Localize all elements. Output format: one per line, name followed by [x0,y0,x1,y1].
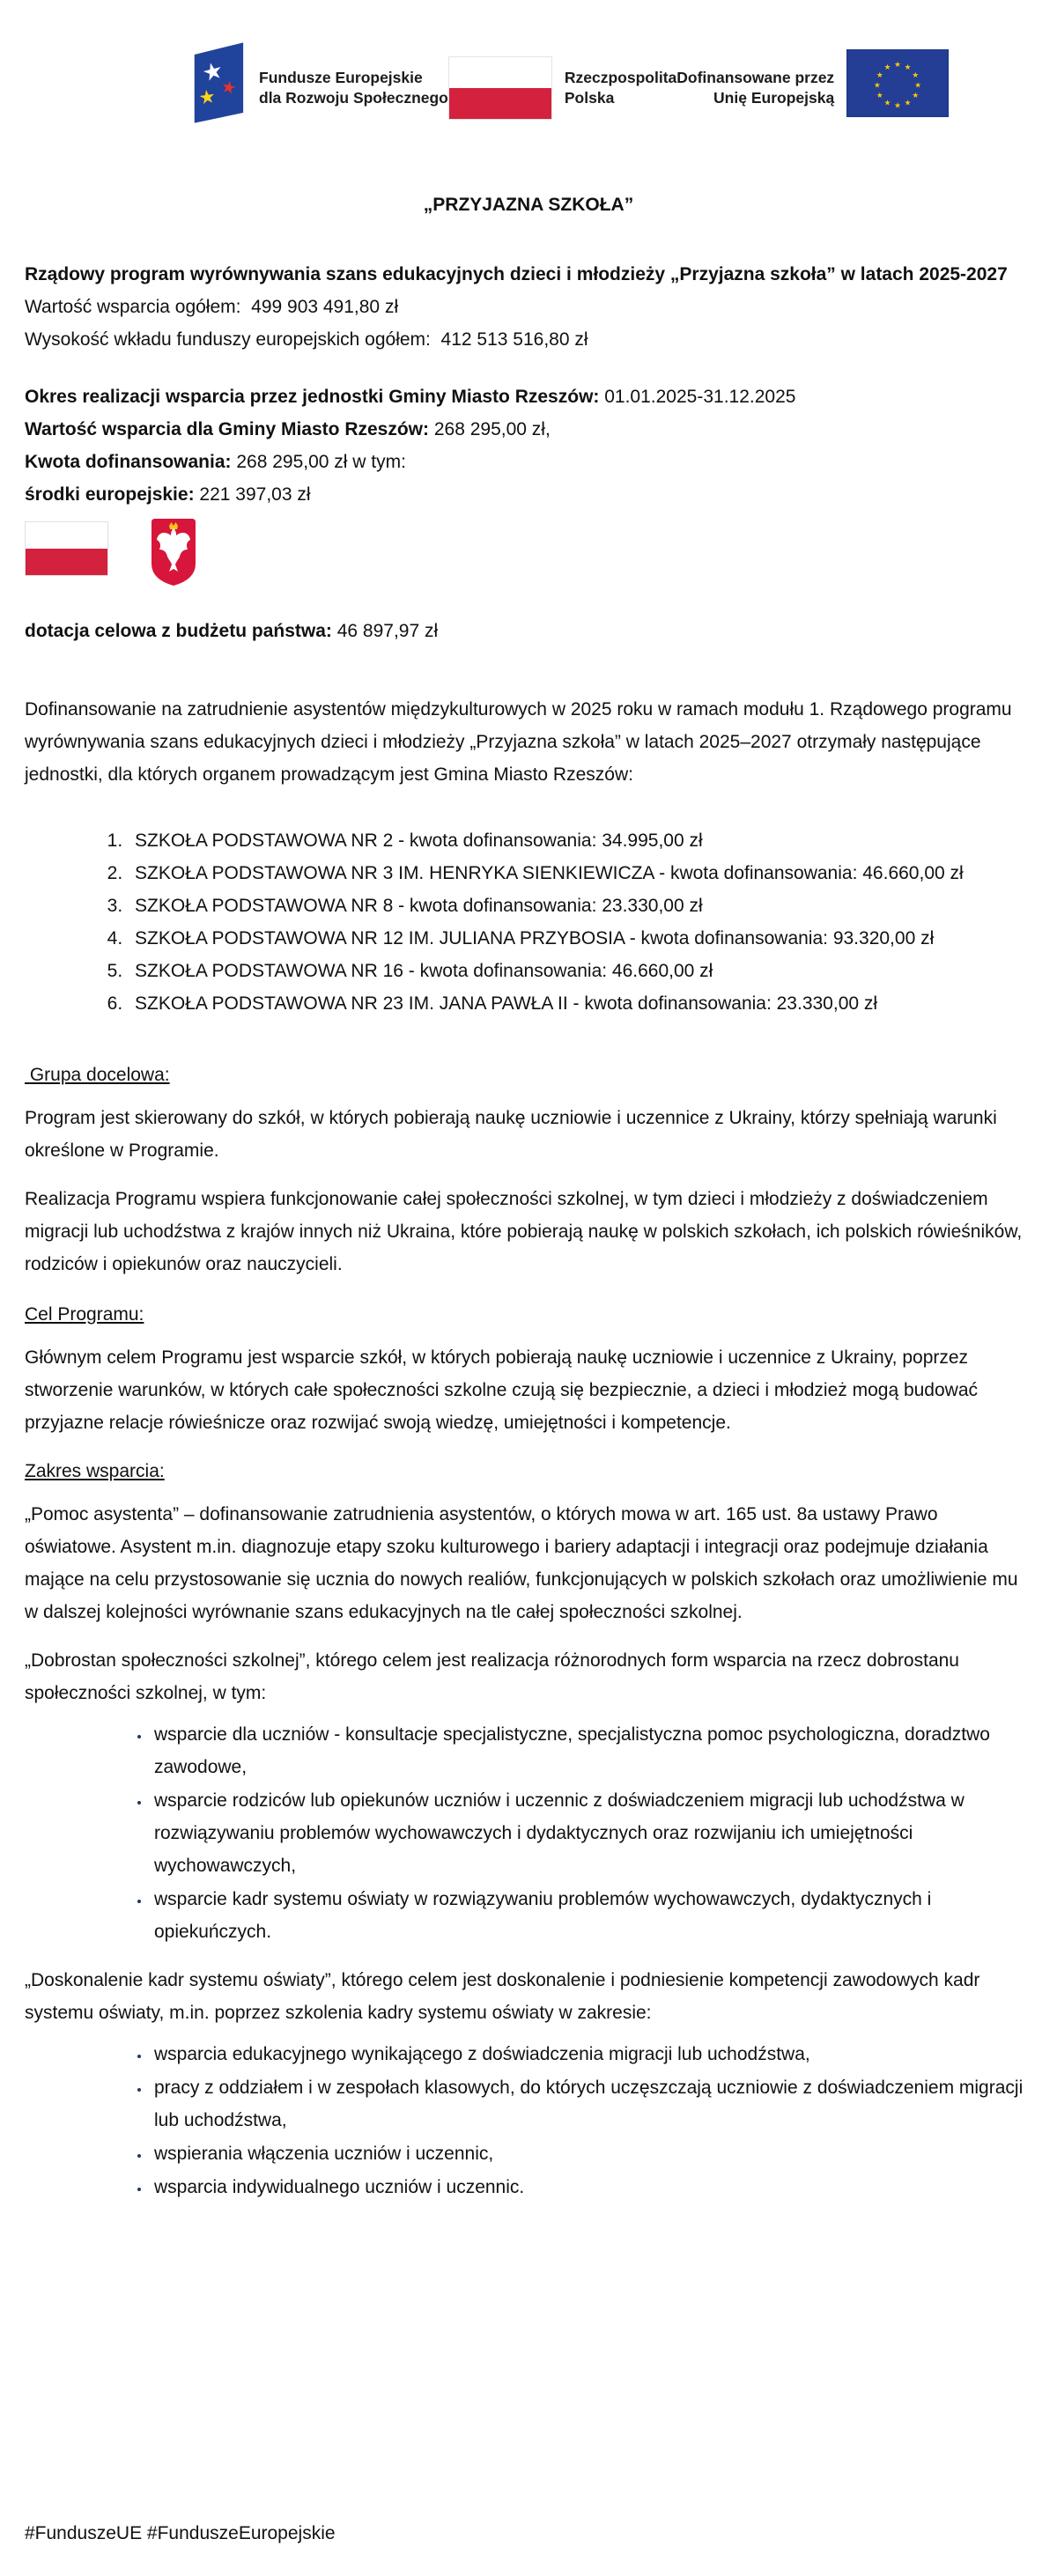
svg-text:★: ★ [912,90,920,100]
eu-funds-line [25,478,1032,511]
list-item: • wsparcie rodziców lub opiekunów uczniów i uczennic z doświadczeniem migracji lub uchodźstwa w rozwiązywaniu problemów wychowawczych i dydaktycznych oraz rozwijaniu ich umiejętności wychowawczych, [151,1784,1032,1882]
program-goal-paragraph: Głównym celem Programu jest wsparcie szkół, w których pobierają naukę uczniowie i uczennice z Ukrainy, poprzez stworzenie warunków, w których całe społeczności szkolne czują się bezpiecznie, a dzieci i młodzież mogą budować przyjazne relacje rówieśnicze oraz rozwijać swoją wiedzę, umiejętności i kompetencje. [25,1347,979,1433]
list-item: 6. SZKOŁA PODSTAWOWA NR 23 IM. JANA PAWŁA II - kwota dofinansowania: 23.330,00 zł [128,987,1032,1020]
section-heading-target-group: Grupa docelowa: [25,1065,170,1085]
list-item: • wsparcie dla uczniów - konsultacje specjalistyczne, specjalistyczna pomoc psychologiczna, doradztwo zawodowe, [151,1718,1032,1783]
svg-text:★: ★ [912,70,920,79]
period-line [25,380,1032,413]
support-value-line [25,413,1032,446]
poland-logo-text [565,68,676,108]
list-item: 2. SZKOŁA PODSTAWOWA NR 3 IM. HENRYKA SIENKIEWICZA - kwota dofinansowania: 46.660,00 zł [128,857,1032,889]
svg-text:★: ★ [904,62,912,71]
poland-logo-line2: Polska [564,89,615,107]
list-item: • pracy z oddziałem i w zespołach klasowych, do których uczęszczają uczniowie z doświadczeniem migracji lub uchodźstwa, [151,2071,1032,2137]
section-heading-program-goal: Cel Programu: [25,1304,144,1325]
list-item: 5. SZKOŁA PODSTAWOWA NR 16 - kwota dofinansowania: 46.660,00 zł [128,955,1032,987]
funding-amount-value: 268 295,00 zł w tym: [231,452,406,472]
svg-text:★: ★ [894,100,902,109]
eu-cofunding-line2: Unię Europejską [713,89,835,107]
footer-hashtags: #FunduszeUE #FunduszeEuropejskie [25,2523,336,2543]
poland-coat-of-arms-icon [151,518,196,597]
module-paragraph: Dofinansowanie na zatrudnienie asystentów międzykulturowych w 2025 roku w ramach modułu 1. Rządowego programu wyrównywania szans edukacyjnych dzieci i młodzieży „Przyjazna szkoła” w latach 2025–2027 otrzymały następujące jednostki, dla których organem prowadzącym jest Gmina Miasto Rzeszów: [25,699,1012,785]
eu-cofunding-logo [676,49,949,128]
poland-logo [448,56,676,120]
list-item: 3. SZKOŁA PODSTAWOWA NR 8 - kwota dofinansowania: 23.330,00 zł [128,889,1032,922]
eu-funds-logo [187,39,448,137]
list-item: • wsparcia indywidualnego uczniów i uczennic. [151,2171,1032,2203]
target-group-paragraph-2: Realizacja Programu wspiera funkcjonowanie całej społeczności szkolnej, w tym dzieci i młodzieży z doświadczeniem migracji lub uchodźstwa z krajów innych niż Ukraina, które pobierają naukę w polskich szkołach, ich polskich rówieśników, rodziców i opiekunów oraz nauczycieli. [25,1189,1023,1274]
wellbeing-bullet-list [25,1718,1032,1948]
svg-text:★: ★ [199,55,226,87]
staff-development-bullet-list [25,2038,1032,2203]
poland-flag-icon [25,521,108,576]
state-budget-grant-value: 46 897,97 zł [331,621,439,641]
page-title: „PRZYJAZNA SZKOŁA” [423,195,634,215]
eu-funds-value: 221 397,03 zł [194,484,311,505]
program-heading: Rządowy program wyrównywania szans edukacyjnych dzieci i młodzieży „Przyjazna szkoła” w latach 2025-2027 [25,264,1008,284]
eu-funds-logo-text [259,68,448,108]
header-logos-bar [25,0,1032,139]
eu-cofunding-line1: Dofinansowane przez [676,69,835,86]
poland-emblems-row [25,518,1032,590]
list-item: • wspierania włączenia uczniów i uczennic, [151,2137,1032,2170]
svg-text:★: ★ [894,59,902,69]
svg-text:★: ★ [883,98,891,107]
state-budget-grant-label: dotacja celowa z budżetu państwa: [25,621,332,641]
list-item: • wsparcia edukacyjnego wynikającego z doświadczenia migracji lub uchodźstwa, [151,2038,1032,2070]
svg-text:★: ★ [218,77,239,100]
section-heading-support-scope: Zakres wsparcia: [25,1461,165,1481]
assistant-support-paragraph: „Pomoc asystenta” – dofinansowanie zatrudnienia asystentów, o których mowa w art. 165 ust. 8a ustawy Prawo oświatowe. Asystent m.in. diagnozuje etapy szoku kulturowego i bariery adaptacji i integracji oraz podejmuje działania mające na celu przystosowanie się ucznia do nowych realiów, funkcjonujących w polskich szkołach oraz umożliwienie mu w dalszej kolejności wyrównanie szans edukacyjnych na tle całej społeczności szkolnej. [25,1504,1018,1622]
list-item: 1. SZKOŁA PODSTAWOWA NR 2 - kwota dofinansowania: 34.995,00 zł [128,824,1032,857]
eu-flag-icon [846,49,949,128]
list-item: 4. SZKOŁA PODSTAWOWA NR 12 IM. JULIANA PRZYBOSIA - kwota dofinansowania: 93.320,00 zł [128,922,1032,955]
funding-amount-label: Kwota dofinansowania: [25,452,232,472]
svg-text:★: ★ [876,90,883,100]
svg-text:★: ★ [904,98,912,107]
svg-text:★: ★ [196,85,218,109]
wellbeing-paragraph: „Dobrostan społeczności szkolnej”, którego celem jest realizacja różnorodnych form wsparcia na rzecz dobrostanu społeczności szkolnej, w tym: [25,1650,959,1703]
period-label: Okres realizacji wsparcia przez jednostki Gminy Miasto Rzeszów: [25,387,600,407]
eu-funds-logo-line1: Fundusze Europejskie [259,69,423,86]
svg-text:★: ★ [876,70,883,79]
eu-funds-flag-icon [187,39,247,137]
period-value: 01.01.2025-31.12.2025 [599,387,796,407]
svg-text:★: ★ [914,79,922,89]
poland-logo-line1: Rzeczpospolita [564,69,677,86]
state-budget-grant-line [25,615,1032,647]
list-item: • wsparcie kadr systemu oświaty w rozwiązywaniu problemów wychowawczych, dydaktycznych i opiekuńczych. [151,1883,1032,1948]
svg-text:★: ★ [874,79,881,89]
poland-flag-icon [448,56,552,120]
eu-cofunding-logo-text [676,68,834,108]
support-value-label: Wartość wsparcia dla Gminy Miasto Rzeszów: [25,419,430,439]
support-value-value: 268 295,00 zł, [429,419,551,439]
eu-contribution-line: Wysokość wkładu funduszy europejskich ogółem: 412 513 516,80 zł [25,329,588,350]
schools-list [25,824,1032,1020]
total-support-line: Wartość wsparcia ogółem: 499 903 491,80 zł [25,297,399,317]
details-block [25,380,1032,511]
funding-amount-line [25,446,1032,478]
staff-development-paragraph: „Doskonalenie kadr systemu oświaty”, którego celem jest doskonalenie i podniesienie kompetencji zawodowych kadr systemu oświaty, m.in. poprzez szkolenia kadry systemu oświaty w zakresie: [25,1970,980,2023]
target-group-paragraph-1: Program jest skierowany do szkół, w których pobierają naukę uczniowie i uczennice z Ukrainy, którzy spełniają warunki określone w Programie. [25,1108,997,1161]
eu-funds-label: środki europejskie: [25,484,195,505]
eu-funds-logo-line2: dla Rozwoju Społecznego [259,89,448,107]
svg-text:★: ★ [883,62,891,71]
